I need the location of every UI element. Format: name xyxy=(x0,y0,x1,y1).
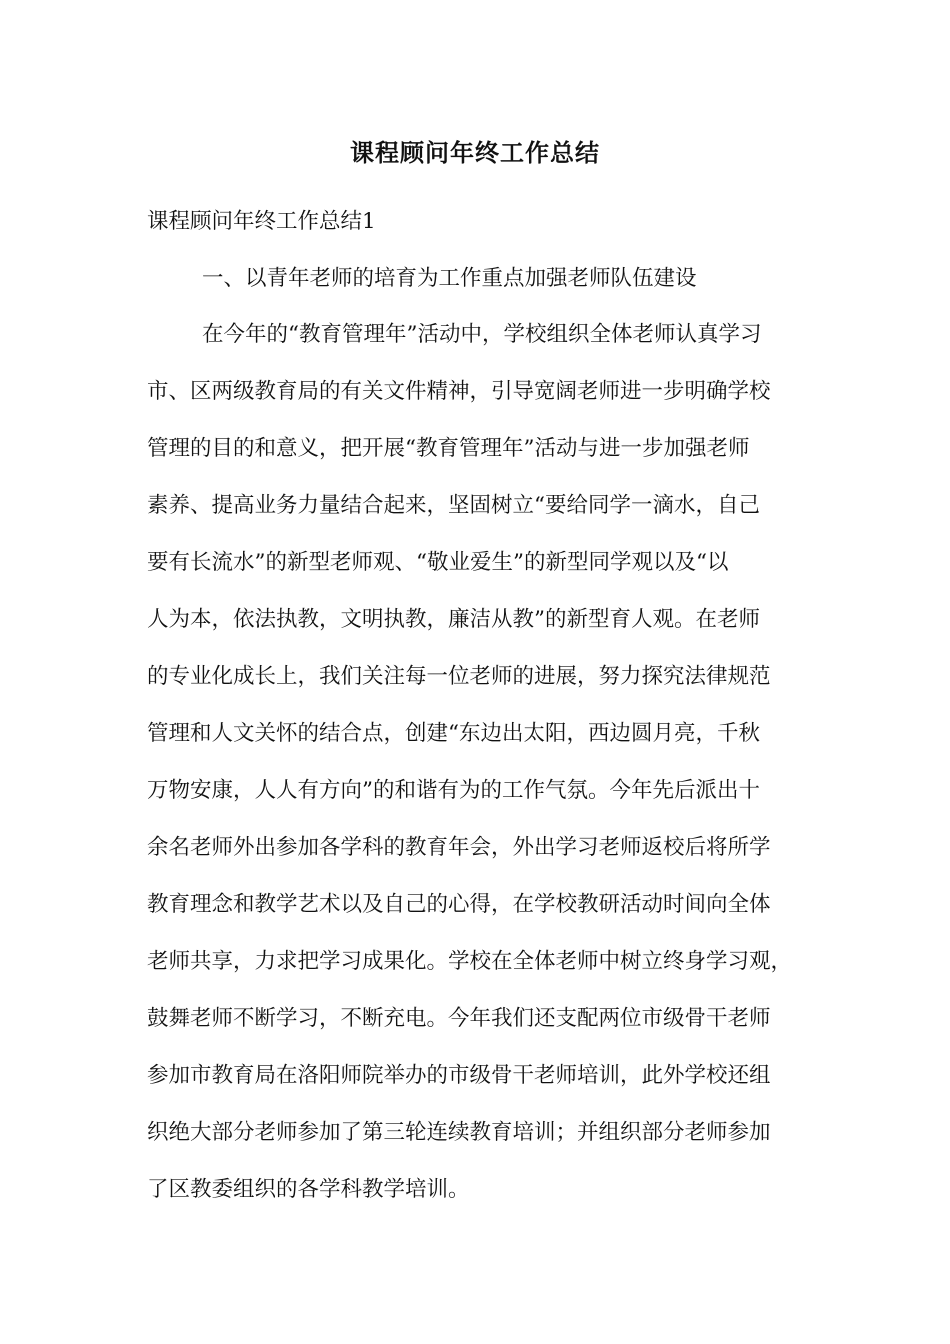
paragraph-line: 管理的目的和意义，把开展“教育管理年”活动与进一步加强老师 xyxy=(147,436,750,461)
paragraph-line: 鼓舞老师不断学习，不断充电。今年我们还支配两位市级骨干老师 xyxy=(147,1006,771,1031)
paragraph-line: 参加市教育局在洛阳师院举办的市级骨干老师培训，此外学校还组 xyxy=(147,1063,771,1088)
paragraph-line: 在今年的“教育管理年”活动中，学校组织全体老师认真学习 xyxy=(202,322,762,347)
paragraph-line: 要有长流水”的新型老师观、“敬业爱生”的新型同学观以及“以 xyxy=(147,550,729,575)
document-subtitle: 课程顾问年终工作总结1 xyxy=(147,209,376,234)
paragraph-line: 管理和人文关怀的结合点，创建“东边出太阳，西边圆月亮，千秋 xyxy=(147,721,760,746)
paragraph-line: 织绝大部分老师参加了第三轮连续教育培训；并组织部分老师参加 xyxy=(147,1120,771,1145)
paragraph-line: 人为本，依法执教，文明执教，廉洁从教”的新型育人观。在老师 xyxy=(147,607,760,632)
paragraph-line: 市、区两级教育局的有关文件精神，引导宽阔老师进一步明确学校 xyxy=(147,379,771,404)
section-heading: 一、以青年老师的培育为工作重点加强老师队伍建设 xyxy=(202,266,697,291)
document-title: 课程顾问年终工作总结 xyxy=(350,138,600,167)
paragraph-line: 老师共享，力求把学习成果化。学校在全体老师中树立终身学习观， xyxy=(147,949,793,974)
paragraph-line: 素养、提高业务力量结合起来，坚固树立“要给同学一滴水，自己 xyxy=(147,493,760,518)
paragraph-line: 万物安康，人人有方向”的和谐有为的工作气氛。今年先后派出十 xyxy=(147,778,760,803)
paragraph-line: 了区教委组织的各学科教学培训。 xyxy=(147,1177,470,1202)
paragraph-line: 余名老师外出参加各学科的教育年会，外出学习老师返校后将所学 xyxy=(147,835,771,860)
paragraph-line: 的专业化成长上，我们关注每一位老师的进展，努力探究法律规范 xyxy=(147,664,771,689)
paragraph-line: 教育理念和教学艺术以及自己的心得，在学校教研活动时间向全体 xyxy=(147,892,771,917)
